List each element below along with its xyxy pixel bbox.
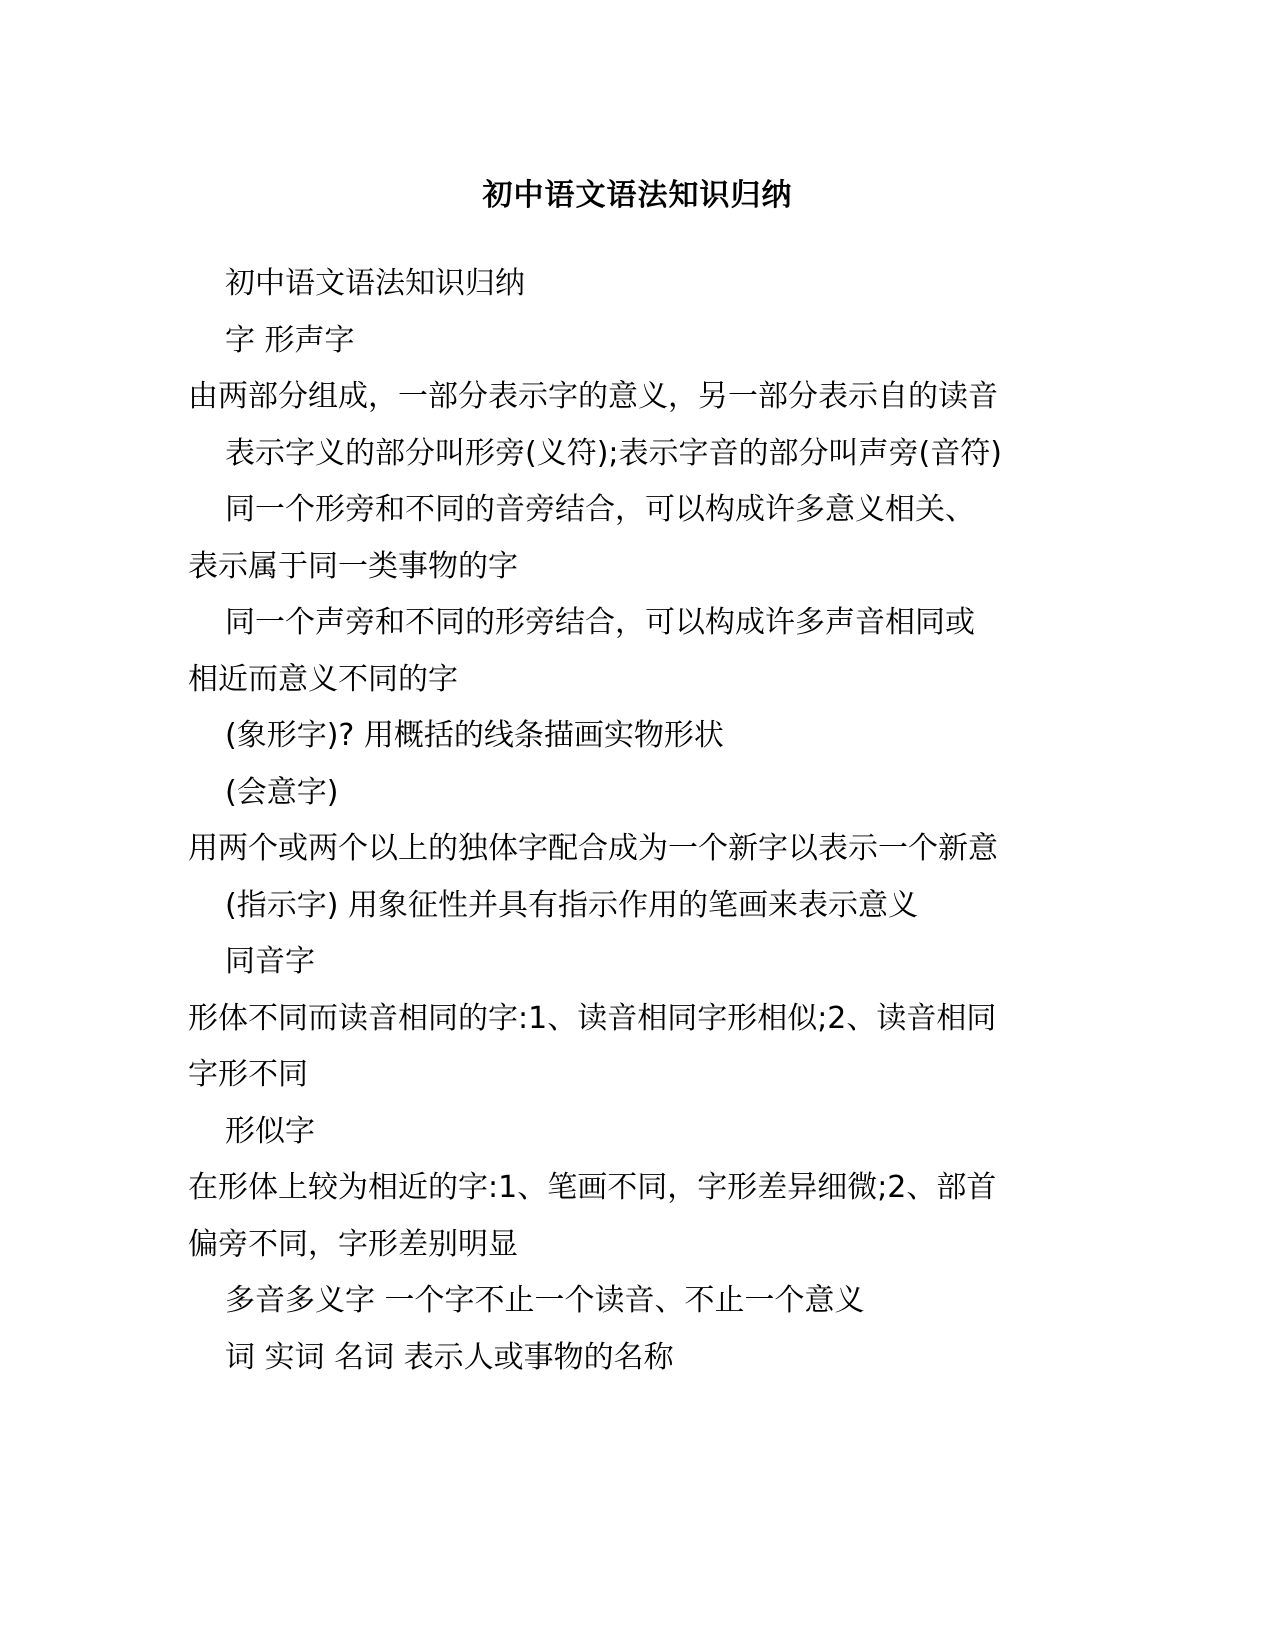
- paragraph-line: 表示属于同一类事物的字: [188, 548, 518, 584]
- paragraph-line: 词 实词 名词 表示人或事物的名称: [225, 1339, 674, 1375]
- paragraph-line: 表示字义的部分叫形旁(义符);表示字音的部分叫声旁(音符): [225, 435, 1002, 471]
- paragraph-line: 初中语文语法知识归纳: [225, 266, 525, 301]
- paragraph-line: 同一个形旁和不同的音旁结合，可以构成许多意义相关、: [225, 492, 975, 527]
- document-title: 初中语文语法知识归纳: [482, 178, 793, 213]
- paragraph-line: (会意字): [225, 774, 339, 810]
- paragraph-line: 形体不同而读音相同的字:1、读音相同字形相似;2、读音相同: [188, 1000, 997, 1036]
- paragraph-line: 偏旁不同，字形差别明显: [188, 1226, 518, 1262]
- paragraph-line: 同音字: [225, 944, 315, 979]
- paragraph-line: (象形字)? 用概括的线条描画实物形状: [225, 718, 724, 753]
- paragraph-line: 由两部分组成，一部分表示字的意义，另一部分表示自的读音: [188, 379, 998, 414]
- document-body: [188, 256, 1088, 1386]
- paragraph-line: 在形体上较为相近的字:1、笔画不同，字形差异细微;2、部首: [188, 1170, 997, 1205]
- paragraph-line: 多音多义字 一个字不止一个读音、不止一个意义: [225, 1283, 865, 1318]
- paragraph-line: 字形不同: [188, 1057, 308, 1092]
- paragraph-line: 用两个或两个以上的独体字配合成为一个新字以表示一个新意: [188, 831, 998, 866]
- paragraph-line: (指示字) 用象征性并具有指示作用的笔画来表示意义: [225, 887, 918, 923]
- paragraph-line: 形似字: [225, 1113, 315, 1149]
- paragraph-line: 字 形声字: [225, 322, 355, 358]
- paragraph-line: 相近而意义不同的字: [188, 661, 458, 697]
- paragraph-line: 同一个声旁和不同的形旁结合，可以构成许多声音相同或: [225, 605, 975, 640]
